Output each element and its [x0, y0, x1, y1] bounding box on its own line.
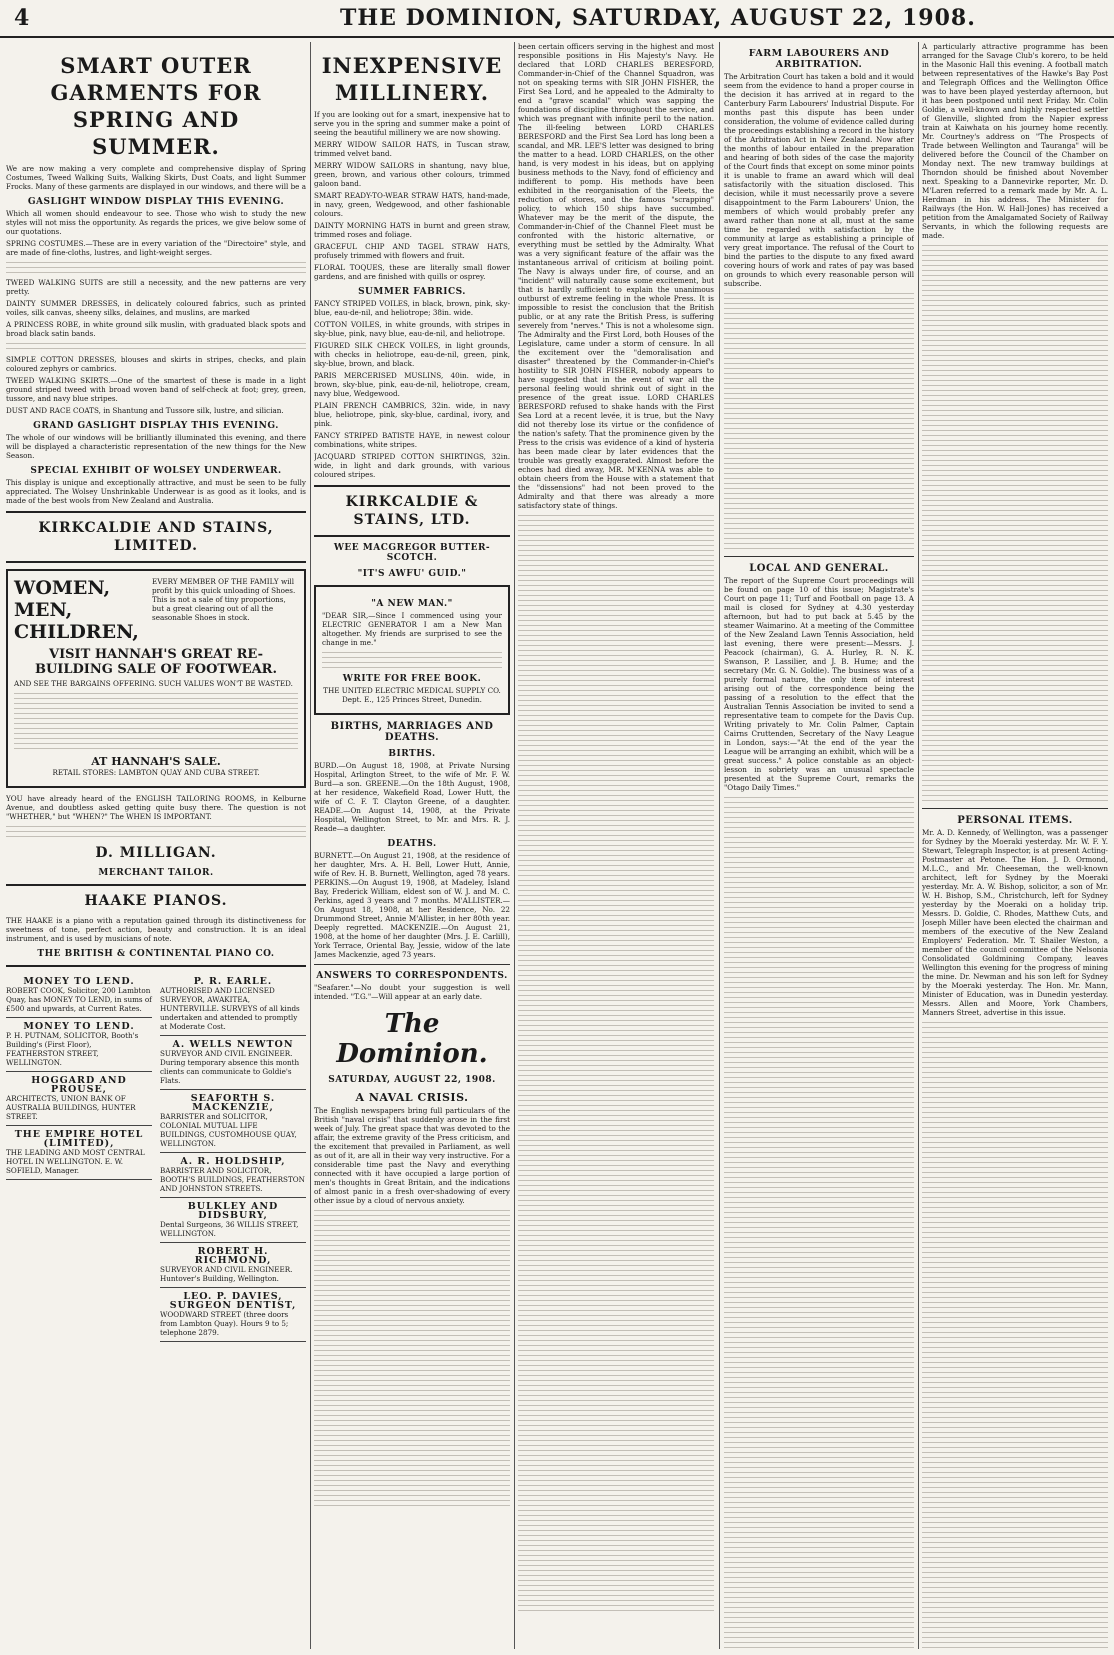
new-man-text: "DEAR SIR,—Since I commenced using your ELECTRIC GENERATOR I am a New Man altogether. My friends are surprised to see the change in me."	[322, 611, 502, 647]
at-hannahs-sale: AT HANNAH'S SALE.	[91, 755, 221, 768]
births-heading: BIRTHS.	[388, 749, 436, 759]
millinery-item: FLORAL TOQUES, these are literally small flower gardens, and are finished with quills or osprey.	[314, 263, 510, 281]
milligan-text: YOU have already heard of the ENGLISH TAILORING ROOMS, in Kelburne Avenue, and doubtless asked getting quite busy there. The question is not "WHETHER," but "WHEN?" The WHEN IS IMPORTANT.	[6, 794, 306, 821]
summer-fabrics-heading: SUMMER FABRICS.	[358, 287, 466, 297]
millinery-column	[314, 42, 510, 1649]
millinery-item: GRACEFUL CHIP AND TAGEL STRAW HATS, profusely trimmed with flowers and fruit.	[314, 242, 510, 260]
piano-company: THE BRITISH & CONTINENTAL PIANO CO.	[37, 949, 275, 959]
family-text: EVERY MEMBER OF THE FAMILY will profit by this quick unloading of Shoes. This is not a sale of tiny proportions, but a great clearing out of all the seasonable Shoes in stock.	[152, 577, 296, 622]
bargains-line: AND SEE THE BARGAINS OFFERING. SUCH VALUES WON'T BE WASTED.	[14, 679, 293, 688]
millinery-item: MERRY WIDOW SAILORS in shantung, navy blue, green, brown, and various other colours, trimmed galoon band.	[314, 161, 510, 188]
garment-item: SPRING COSTUMES.—These are in every variation of the "Directoire" style, and are made of fine-cloths, lustres, and light-weight serges.	[6, 239, 306, 257]
grand-display-heading: GRAND GASLIGHT DISPLAY THIS EVENING.	[33, 421, 279, 431]
milligan-name: D. MILLIGAN.	[95, 845, 217, 861]
garment-item: DUST AND RACE COATS, in Shantung and Tussore silk, lustre, and silician.	[6, 406, 284, 415]
wolsey-heading: SPECIAL EXHIBIT OF WOLSEY UNDERWEAR.	[30, 466, 282, 476]
deaths-heading: DEATHS.	[387, 839, 437, 849]
women-men-children: WOMEN, MEN, CHILDREN,	[14, 577, 139, 643]
business-card: A. WELLS NEWTON SURVEYOR AND CIVIL ENGINEER. During temporary absence this month clients can communicate to Goldie's Flats.	[160, 1036, 306, 1090]
garment-item: TWEED WALKING SKIRTS.—One of the smartest of these is made in a light ground striped tweed with broad woven band of self-check at foot; grey, green, tussore, and navy blue stripes.	[6, 376, 306, 403]
deaths-text: BURNETT.—On August 21, 1908, at the residence of her daughter, Mrs. A. H. Bell, Lower Hutt, Annie, wife of Rev. H. B. Burnett, Wellington, aged 78 years. PERKINS.—On August 19, 1908, at Madeley, Island Bay, Frederick William, eldest son of W. J. and M. C. Perkins, aged 3 years and 7 months. M'ALLISTER.—On August 18, 1908, at her Residence, No. 22 Drummond Street, Annie M'Allister, in her 80th year. Deeply regretted. MACKENZIE.—On August 21, 1908, at the home of her daughter (Mrs. J. E. Carlill), York Terrace, Oriental Bay, Jessie, widow of the late James Mackenzie, aged 73 years.	[314, 851, 510, 959]
fabric-item: PARIS MERCERISED MUSLINS, 40in. wide, in brown, sky-blue, pink, eau-de-nil, heliotrope, cream, navy blue, Wedgewood.	[314, 371, 510, 398]
arbitration-column	[724, 42, 914, 1649]
smart-garments-headline: SMART OUTER GARMENTS FOR SPRING AND SUMMER.	[50, 53, 262, 159]
millinery-intro: If you are looking out for a smart, inexpensive hat to serve you in the spring and summer make a point of seeing the beautiful millinery we are now showing.	[314, 110, 510, 137]
personal-items-heading: PERSONAL ITEMS.	[957, 815, 1073, 826]
dominion-masthead: The Dominion.	[336, 1009, 488, 1069]
farm-labourers-heading: FARM LABOURERS AND ARBITRATION.	[748, 48, 890, 70]
fabric-item: COTTON VOILES, in white grounds, with stripes in sky-blue, pink, navy blue, eau-de-nil, and heliotrope.	[314, 320, 510, 338]
births-text: BURD.—On August 18, 1908, at Private Nursing Hospital, Arlington Street, to the wife of Mr. F. W. Burd—a son. GREENE.—On the 18th August, 1908, at her residence, Wakefield Road, Lower Hutt, the wife of C. F. T. Clayton Greene, of a daughter. READE.—On August 14, 1908, at the Private Hospital, Wellington Street, to Mr. and Mrs. R. J. Reade—a daughter.	[314, 761, 510, 833]
column-rule	[719, 42, 720, 1649]
millinery-item: SMART READY-TO-WEAR STRAW HATS, hand-made, in navy, green, Wedgewood, and other fashionable colours.	[314, 191, 510, 218]
editorial-column	[518, 42, 714, 1649]
page-number: 4	[14, 5, 30, 31]
personal-items-text: Mr. A. D. Kennedy, of Wellington, was a passenger for Sydney by the Moeraki yesterday. Mr. W. F. Y. Stewart, Telegraph Inspector, is at present Acting-Postmaster at Petone. The Hon. J. D. Ormond, M.L.C., and Mr. Cheeseman, the well-known architect, left for Sydney by the Moeraki yesterday. Mr. A. W. Bishop, solicitor, a son of Mr. W. H. Bishop, S.M., Christchurch, left for Sydney yesterday by the Moeraki on a holiday trip. Messrs. D. Goldie, C. Rhodes, Matthew Cuts, and Joseph Miller have been elected the chairman and members of the executive of the New Zealand Employers' Federation. Mr. T. Shailer Weston, a member of the council committee of the Nelsonia Consolidated Goldmining Company, leaves Wellington this evening for the progress of mining the mine. Dr. Newman and his son left for Sydney by the Moeraki yesterday. The Hon. Mr. Mann, Minister of Education, was in Dunedin yesterday. Messrs. Allen and Moore, York Chambers, Manners Street, advertise in this issue.	[922, 828, 1108, 1017]
local-general-text: The report of the Supreme Court proceedings will be found on page 10 of this issue; Magistrate's Court on page 11; Turf and Football on page 13. A mail is closed for Sydney at 4.30 yesterday afternoon, but had to put back at 5.45 by the steamer Waimarino. At a meeting of the Committee of the New Zealand Lawn Tennis Association, held last evening, there were present:—Messrs. J. Peacock (chairman), G. A. Hurley, R. N. K. Swanson, P. Lassilier, and J. B. Hume; and the secretary (Mr. G. N. Goldie). The business was of a purely formal nature, the only item of interest arising out of the correspondence being the passing of a resolution to the effect that the Australian Tennis Association be invited to send a representative team to compete for the Davis Cup. Writing privately to Mr. Colin Palmer, Captain Cairns Cruttenden, Secretary of the Navy League in London, says:—"At the end of the year the League will be arranging an exhibit, which will be a great success." A police constable as an object-lesson in sobriety was an unusual spectacle presented at the Supreme Court, remarks the "Otago Daily Times."	[724, 576, 914, 792]
millinery-item: MERRY WIDOW SAILOR HATS, in Tuscan straw, trimmed velvet band.	[314, 140, 510, 158]
naval-crisis-heading: A NAVAL CRISIS.	[355, 1091, 469, 1104]
advert-column	[6, 42, 306, 1649]
free-book: WRITE FOR FREE BOOK.	[342, 674, 482, 684]
garment-item: TWEED WALKING SUITS are still a necessity, and the new patterns are very pretty.	[6, 278, 306, 296]
garments-intro: We are now making a very complete and comprehensive display of Spring Costumes, Tweed Walking Suits, Walking Skirts, Dust Coats, and light Summer Frocks. Many of these garments are displayed in our windows, and there will be a	[6, 164, 306, 191]
new-man-heading: "A NEW MAN."	[371, 599, 453, 609]
fabric-item: FANCY STRIPED VOILES, in black, brown, pink, sky-blue, eau-de-nil, and heliotrope; 38in. wide.	[314, 299, 510, 317]
naval-crisis-text: The English newspapers bring full particulars of the British "naval crisis" that suddenly arose in the first week of July. The great space that was devoted to the affair, the extreme gravity of the Press criticism, and the excitement that prevailed in Parliament, as well as out of it, are all in their way very instructive. For a considerable time past the Navy and everything connected with it have occupied a large portion of men's thoughts in Great Britain, and the indications of almost panic in a fresh over-shadowing of every other issue by a cloud of nervous anxiety.	[314, 1106, 510, 1205]
fabric-item: PLAIN FRENCH CAMBRICS, 32in. wide, in navy blue, heliotrope, pink, sky-blue, cardinal, ivory, and pink.	[314, 401, 510, 428]
garment-item: SIMPLE COTTON DRESSES, blouses and skirts in stripes, checks, and plain coloured zephyrs or cambrics.	[6, 355, 306, 373]
hannahs-sale-heading: VISIT HANNAH'S GREAT RE-BUILDING SALE OF FOOTWEAR.	[34, 647, 278, 677]
arbitration-text: The Arbitration Court has taken a bold and it would seem from the evidence to hand a proper course in the decision it has arrived at in regard to the Canterbury Farm Labourers' Industrial Dispute. For months past this dispute has been under consideration, the volume of evidence called during the proceedings establishing a record in the history of the Arbitration Act in New Zealand. Now after the months of labour entailed in the preparation and hearing of both sides of the case the majority of the Court finds that except on some minor points it is unable to frame an award which will deal satisfactorily with the situation disclosed. This decision, while it must necessarily prove a severe disappointment to the Farm Labourers' Union, the members of which would probably prefer any award rather than none at all, must at the same time be regarded with satisfaction by the community at large as establishing a principle of very great importance. The refusal of the Court to bind the parties to the dispute to any fixed award covering hours of work and rates of pay was based on grounds to which every reasonable person will subscribe.	[724, 72, 914, 288]
grand-display-text: The whole of our windows will be brilliantly illuminated this evening, and there will be displayed a characteristic representation of the new things for the New Season.	[6, 433, 306, 460]
column-rule	[310, 42, 311, 1649]
millinery-item: DAINTY MORNING HATS in burnt and green straw, trimmed roses and foliage.	[314, 221, 510, 239]
wolsey-text: This display is unique and exceptionally attractive, and must be seen to be fully appreciated. The Wolsey Unshrinkable Underwear is as good as it looks, and is made of the best wools from New Zealand and Australia.	[6, 478, 306, 505]
garments-which: Which all women should endeavour to see. Those who wish to study the new styles will not miss the opportunity. As regards the prices, we give below some of our quotations.	[6, 209, 306, 236]
retail-stores: RETAIL STORES: LAMBTON QUAY AND CUBA STREET.	[52, 768, 260, 777]
awfu-guid: "IT'S AWFU' GUID."	[357, 569, 467, 579]
column-rule	[918, 42, 919, 1649]
electric-generator-advert	[314, 585, 510, 715]
bmd-heading: BIRTHS, MARRIAGES AND DEATHS.	[330, 721, 494, 743]
garment-item: A PRINCESS ROBE, in white ground silk muslin, with graduated black spots and broad black satin bands.	[6, 320, 306, 338]
business-card: ROBERT H. RICHMOND, SURVEYOR AND CIVIL ENGINEER. Huntover's Building, Wellington.	[160, 1243, 306, 1288]
newspaper-title: THE DOMINION, SATURDAY, AUGUST 22, 1908.	[340, 5, 976, 31]
fabric-item: FIGURED SILK CHECK VOILES, in light grounds, with checks in heliotrope, eau-de-nil, green, pink, sky-blue, brown, and black.	[314, 341, 510, 368]
kirkcaldie-ltd-name: KIRKCALDIE & STAINS, LTD.	[345, 494, 479, 528]
milligan-subtitle: MERCHANT TAILOR.	[98, 868, 214, 878]
business-card: LEO. P. DAVIES, SURGEON DENTIST, WOODWARD STREET (three doors from Lambton Quay). Hours 9 to 5; telephone 2879.	[160, 1288, 306, 1342]
notes-text: A particularly attractive programme has been arranged for the Savage Club's korero, to be held in the Masonic Hall this evening. A football match between representatives of the Hawke's Bay Post and Telegraph Offices and the Wellington Office was to have been played yesterday afternoon, but it has been postponed until next Friday. Mr. Colin Goldie, a well-known and highly respected settler of Glenville, slighted from the Napier express train at Kaiwhata on his journey home recently. Mr. Courtney's address on "The Prospects of Trade between Wellington and Tauranga" will be delivered before the Council of the Chamber on Monday next. The new tramway buildings at Thorndon should be finished about November next. Speaking to a Dannevirke reporter, Mr. D. M'Laren referred to a remark made by Mr. A. L. Herdman in his address. The Minister for Railways (the Hon. W. Hall-Jones) has received a petition from the Amalgamated Society of Railway Servants, in which the following requests are made.	[922, 42, 1108, 240]
editorial-text: been certain officers serving in the highest and most responsible positions in His Majesty's Navy. He declared that LORD CHARLES BERESFORD, Commander-in-Chief of the Channel Squadron, was not on speaking terms with SIR JOHN FISHER, the First Sea Lord, and he appealed to the Admiralty to end a "grave scandal" which was sapping the foundations of discipline throughout the service, and which was pregnant with infinite peril to the nation. The ill-feeling between LORD CHARLES BERESFORD and the First Sea Lord has long been a scandal, and MR. LEE'S letter was designed to bring the matter to a head. LORD CHARLES, on the other hand, is very modest in his ideas, but on applying business methods to the Navy, fond of efficiency and indifferent to pomp. His methods have been exhibited in the reorganisation of the Fleets, the reduction of stores, and the famous "scrapping" policy, to which 150 ships have succumbed. Whatever may be the merit of the dispute, the Commander-in-Chief of the Channel Fleet must be confronted with the historic alternative, or everything must be settled by the Admiralty. What was a very significant feature of the affair was the instantaneous arrival of criticism at boiling point. The Navy is always under fire, of course, and an "incident" will naturally cause some excitement, but that is hardly sufficient to explain the unanimous outburst of extreme feeling in the whole Press. It is impossible to resist the conclusion that the British public, or at any rate the British Press, is suffering severely from "nerves." This is not a wholesome sign. The Admiralty and the First Lord, both Houses of the Legislature, came under a storm of censure. In all the excitement over the "demoralisation and disaster" threatened by the Commander-in-Chief's hostility to SIR JOHN FISHER, nobody appears to have suggested that in the event of war all the personal feeling would shrink out of sight in the presence of the great issue. LORD CHARLES BERESFORD refused to shake hands with the First Sea Lord at a recent levée, it is true, but the Navy did not thereby lose its virtue or the confidence of the nation's safety. That the prominence given by the Press to the crisis was evidence of a kind of hysteria has been made clear by later evidences that the trouble was greatly exaggerated. Almost before the echoes had died away, MR. M'KENNA was able to obtain cheers from the House with a statement that the "dissensions" had not been proved to the Admiralty and that there was already a more satisfactory state of things.	[518, 42, 714, 510]
business-card: A. R. HOLDSHIP, BARRISTER AND SOLICITOR, BOOTH'S BUILDINGS, FEATHERSTON AND JOHNSTON STREETS.	[160, 1153, 306, 1198]
garment-item: DAINTY SUMMER DRESSES, in delicately coloured fabrics, such as printed voiles, silk canvas, sheeny silks, delaines, and muslins, are marked	[6, 299, 306, 317]
answers-text: "Seafarer."—No doubt your suggestion is well intended. "T.G."—Will appear at an early date.	[314, 983, 510, 1001]
column-rule	[514, 42, 515, 1649]
business-card: MONEY TO LEND. P. H. PUTNAM, SOLICITOR, Booth's Building's (First Floor), FEATHERSTON STREET, WELLINGTON.	[6, 1018, 152, 1072]
gaslight-display-heading: GASLIGHT WINDOW DISPLAY THIS EVENING.	[27, 197, 285, 207]
medical-supply-co: THE UNITED ELECTRIC MEDICAL SUPPLY CO. Dept. E., 125 Princes Street, Dunedin.	[323, 686, 501, 704]
notes-column	[922, 42, 1108, 1649]
issue-date: SATURDAY, AUGUST 22, 1908.	[328, 1075, 496, 1085]
fabric-item: FANCY STRIPED BATISTE HAYE, in newest colour combinations, white stripes.	[314, 431, 510, 449]
business-card: SEAFORTH S. MACKENZIE, BARRISTER and SOLICITOR, COLONIAL MUTUAL LIFE BUILDINGS, CUSTOMHOUSE QUAY, WELLINGTON.	[160, 1090, 306, 1153]
answers-heading: ANSWERS TO CORRESPONDENTS.	[316, 971, 508, 981]
haake-text: THE HAAKE is a piano with a reputation gained through its distinctiveness for sweetness of tone, perfect action, beauty and construction. It is an ideal instrument, and is used by musicians of note.	[6, 916, 306, 943]
business-card: P. R. EARLE. AUTHORISED AND LICENSED SURVEYOR, AWAKITEA, HUNTERVILLE. SURVEYS of all kinds undertaken and attended to promptly at Moderate Cost.	[160, 973, 306, 1036]
business-card: MONEY TO LEND. ROBERT COOK, Solicitor, 200 Lambton Quay, has MONEY TO LEND, in sums of £500 and upwards, at Current Rates.	[6, 973, 152, 1018]
masthead	[0, 0, 1114, 38]
fabric-item: JACQUARD STRIPED COTTON SHIRTINGS, 32in. wide, in light and dark grounds, with various coloured stripes.	[314, 452, 510, 479]
business-card: THE EMPIRE HOTEL (LIMITED), THE LEADING AND MOST CENTRAL HOTEL IN WELLINGTON. E. W. SOFIELD, Manager.	[6, 1126, 152, 1180]
haake-pianos-heading: HAAKE PIANOS.	[84, 893, 228, 909]
local-general-heading: LOCAL AND GENERAL.	[749, 563, 889, 574]
business-cards	[6, 973, 306, 1342]
wee-macgregor: WEE MACGREGOR BUTTER-SCOTCH.	[333, 543, 491, 563]
millinery-headline: INEXPENSIVE MILLINERY.	[321, 53, 503, 105]
kirkcaldie-stains-name: KIRKCALDIE AND STAINS, LIMITED.	[38, 520, 274, 554]
hannahs-advert	[6, 569, 306, 788]
business-card: BULKLEY AND DIDSBURY, Dental Surgeons, 36 WILLIS STREET, WELLINGTON.	[160, 1198, 306, 1243]
business-card: HOGGARD AND PROUSE, ARCHITECTS, UNION BANK OF AUSTRALIA BUILDINGS, HUNTER STREET.	[6, 1072, 152, 1126]
